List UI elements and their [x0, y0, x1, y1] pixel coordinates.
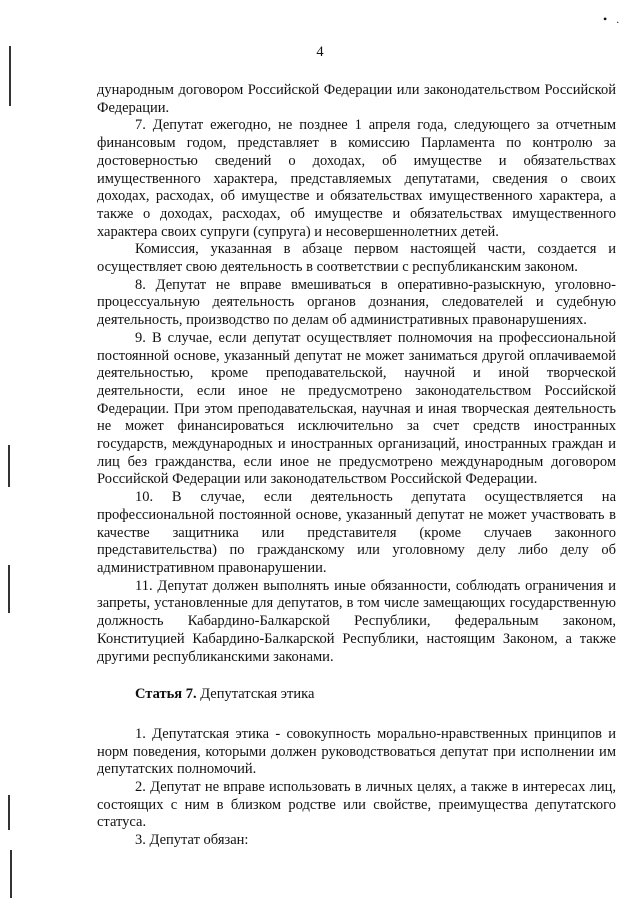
paragraph-7: 7. Депутат ежегодно, не позднее 1 апреля года, следующего за отчетным финансовым годом, представляет в комиссию Парламента по контролю за достоверностью сведений о доходах, об имуществе и обязательствах имущественного характера, представляемых депутатами, сведения о своих доходах, расходах, об имуществе и обязательствах имущественного характера, а также о доходах, расходах, об имуществе и обязательствах имущественного характера своих супруги (супруга) и несовершеннолетних детей. — [97, 117, 616, 240]
paragraph-11: 11. Депутат должен выполнять иные обязанности, соблюдать ограничения и запреты, установленные для депутатов, в том числе замещающих государственную должность Кабардино-Балкарской Республики, федеральным законом, Конституцией Кабардино-Балкарской Республики, настоящим Законом, а также другими республиканскими законами. — [97, 577, 616, 665]
article-7-paragraph-2: 2. Депутат не вправе использовать в личных целях, а также в интересах лиц, состоящих с ним в близком родстве или свойстве, преимущества депутатского статуса. — [97, 779, 616, 831]
document-body — [97, 82, 616, 850]
paragraph-10: 10. В случае, если деятельность депутата осуществляется на профессиональной постоянной основе, указанный депутат не может участвовать в качестве защитника или представителя (кроме случаев законного представительства) по гражданскому или уголовному делу либо делу об административном правонарушении. — [97, 489, 616, 576]
paragraph-8: 8. Депутат не вправе вмешиваться в оперативно-разыскную, уголовно-процессуальную деятельность органов дознания, следователей и судебную деятельность, производство по делам об административных правонарушениях. — [97, 276, 616, 329]
section-article-7 — [97, 726, 616, 850]
corner-mark: • . — [603, 12, 623, 26]
article-title: Депутатская этика — [200, 686, 315, 703]
page-number: 4 — [316, 44, 324, 60]
paragraph-7-commission: Комиссия, указанная в абзаце первом настоящей части, создается и осуществляет свою деятельность в соответствии с республиканским законом. — [97, 241, 616, 276]
article-7-paragraph-3: 3. Депутат обязан: — [135, 832, 249, 849]
article-number: Статья 7. — [135, 686, 197, 703]
paragraph-continuation: дународным договором Российской Федерации или законодательством Российской Федерации. — [97, 82, 616, 116]
article-7-paragraph-1: 1. Депутатская этика - совокупность морально-нравственных принципов и норм поведения, которыми должен руководствоваться депутат при исполнении им депутатских полномочий. — [97, 725, 616, 778]
paragraph-9: 9. В случае, если депутат осуществляет полномочия на профессиональной постоянной основе, указанный депутат не может заниматься другой оплачиваемой деятельностью, кроме преподавательской, научной и иной творческой деятельности, если иное не предусмотрено законодательством Российской Федерации. При этом преподавательская, научная и иная творческая деятельность не может финансироваться исключительно за счет средств иностранных государств, международных и иностранных организаций, иностранных граждан и лиц без гражданства, если иное не предусмотрено международным договором Российской Федерации или законодательством Российской Федерации. — [97, 329, 616, 488]
article-heading — [97, 686, 616, 704]
scan-mark-left-5 — [10, 850, 12, 898]
scan-mark-left-2 — [8, 445, 10, 487]
section-before-article — [97, 82, 616, 666]
scan-mark-left-4 — [8, 795, 10, 830]
scan-mark-left-3 — [8, 565, 10, 613]
